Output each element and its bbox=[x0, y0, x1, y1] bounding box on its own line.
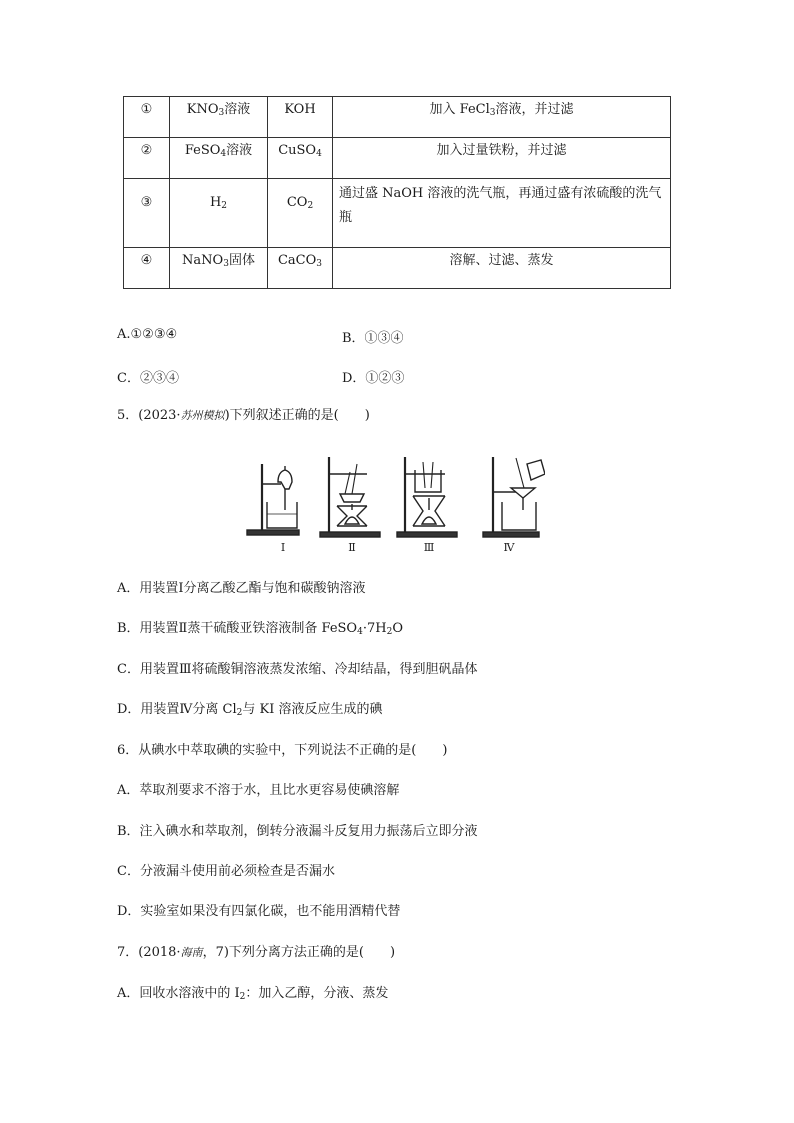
q7-option-a: A．回收水溶液中的 $I_2$：加入乙醇，分液、蒸发 bbox=[117, 986, 389, 1002]
q4-option-c: C．②③④ bbox=[117, 371, 179, 386]
q5-option-a: A．用装置Ⅰ分离乙酸乙酯与饱和碳酸钠溶液 bbox=[117, 581, 366, 596]
apparatus-4 bbox=[483, 457, 545, 537]
q4-option-a: A.①②③④ bbox=[117, 327, 178, 342]
substance-cell: NaNO$_3$固体 bbox=[170, 248, 268, 289]
method-cell: 溶解、过滤、蒸发 bbox=[333, 248, 671, 289]
method-cell: 加入过量铁粉，并过滤 bbox=[333, 138, 671, 179]
row-number: ① bbox=[124, 97, 170, 138]
row-number: ③ bbox=[124, 179, 170, 248]
apparatus-labels bbox=[281, 541, 516, 554]
substance-cell: $H_2$ bbox=[170, 179, 268, 248]
label-1: Ⅰ bbox=[280, 541, 286, 554]
row-number: ② bbox=[124, 138, 170, 179]
apparatus-2 bbox=[320, 457, 380, 537]
purification-table bbox=[123, 96, 671, 289]
apparatus-1 bbox=[247, 464, 299, 535]
table-row bbox=[124, 248, 671, 289]
q5-option-d: D．用装置Ⅳ分离 $Cl_2$与 KI 溶液反应生成的碘 bbox=[117, 702, 383, 718]
table-row bbox=[124, 138, 671, 179]
table-row bbox=[124, 179, 671, 248]
apparatus-figure bbox=[245, 452, 545, 554]
label-3: Ⅲ bbox=[423, 541, 435, 554]
q7-stem: 7．(2018·海南，7)下列分离方法正确的是( ) bbox=[117, 945, 396, 960]
q5-option-c: C．用装置Ⅲ将硫酸铜溶液蒸发浓缩、冷却结晶，得到胆矾晶体 bbox=[117, 662, 478, 677]
q6-option-d: D．实验室如果没有四氯化碳，也不能用酒精代替 bbox=[117, 904, 401, 919]
substance-cell: $KNO_3$溶液 bbox=[170, 97, 268, 138]
label-2: Ⅱ bbox=[348, 541, 356, 554]
impurity-cell: CaCO$_3$ bbox=[268, 248, 333, 289]
substance-cell: FeSO$_4$溶液 bbox=[170, 138, 268, 179]
row-number: ④ bbox=[124, 248, 170, 289]
label-4: Ⅳ bbox=[503, 541, 515, 554]
impurity-cell: KOH bbox=[268, 97, 333, 138]
q4-option-d: D．①②③ bbox=[342, 371, 405, 386]
method-cell: 加入 FeCl$_3$溶液，并过滤 bbox=[333, 97, 671, 138]
impurity-cell: CuSO$_4$ bbox=[268, 138, 333, 179]
q5-stem: 5．(2023·苏州模拟)下列叙述正确的是( ) bbox=[117, 408, 370, 423]
q6-option-c: C．分液漏斗使用前必须检查是否漏水 bbox=[117, 864, 335, 879]
apparatus-3 bbox=[397, 457, 457, 537]
q6-option-b: B．注入碘水和萃取剂，倒转分液漏斗反复用力振荡后立即分液 bbox=[117, 824, 478, 839]
q6-stem: 6．从碘水中萃取碘的实验中，下列说法不正确的是( ) bbox=[117, 743, 448, 758]
q6-option-a: A．萃取剂要求不溶于水，且比水更容易使碘溶解 bbox=[117, 783, 400, 798]
impurity-cell: $CO_2$ bbox=[268, 179, 333, 248]
q4-option-b: B．①③④ bbox=[342, 331, 404, 346]
q5-option-b: B．用装置Ⅱ蒸干硫酸亚铁溶液制备 $FeSO_4\cdot 7H_2O$ bbox=[117, 621, 403, 637]
method-cell: 通过盛 NaOH 溶液的洗气瓶，再通过盛有浓硫酸的洗气瓶 bbox=[333, 179, 671, 248]
table-row bbox=[124, 97, 671, 138]
